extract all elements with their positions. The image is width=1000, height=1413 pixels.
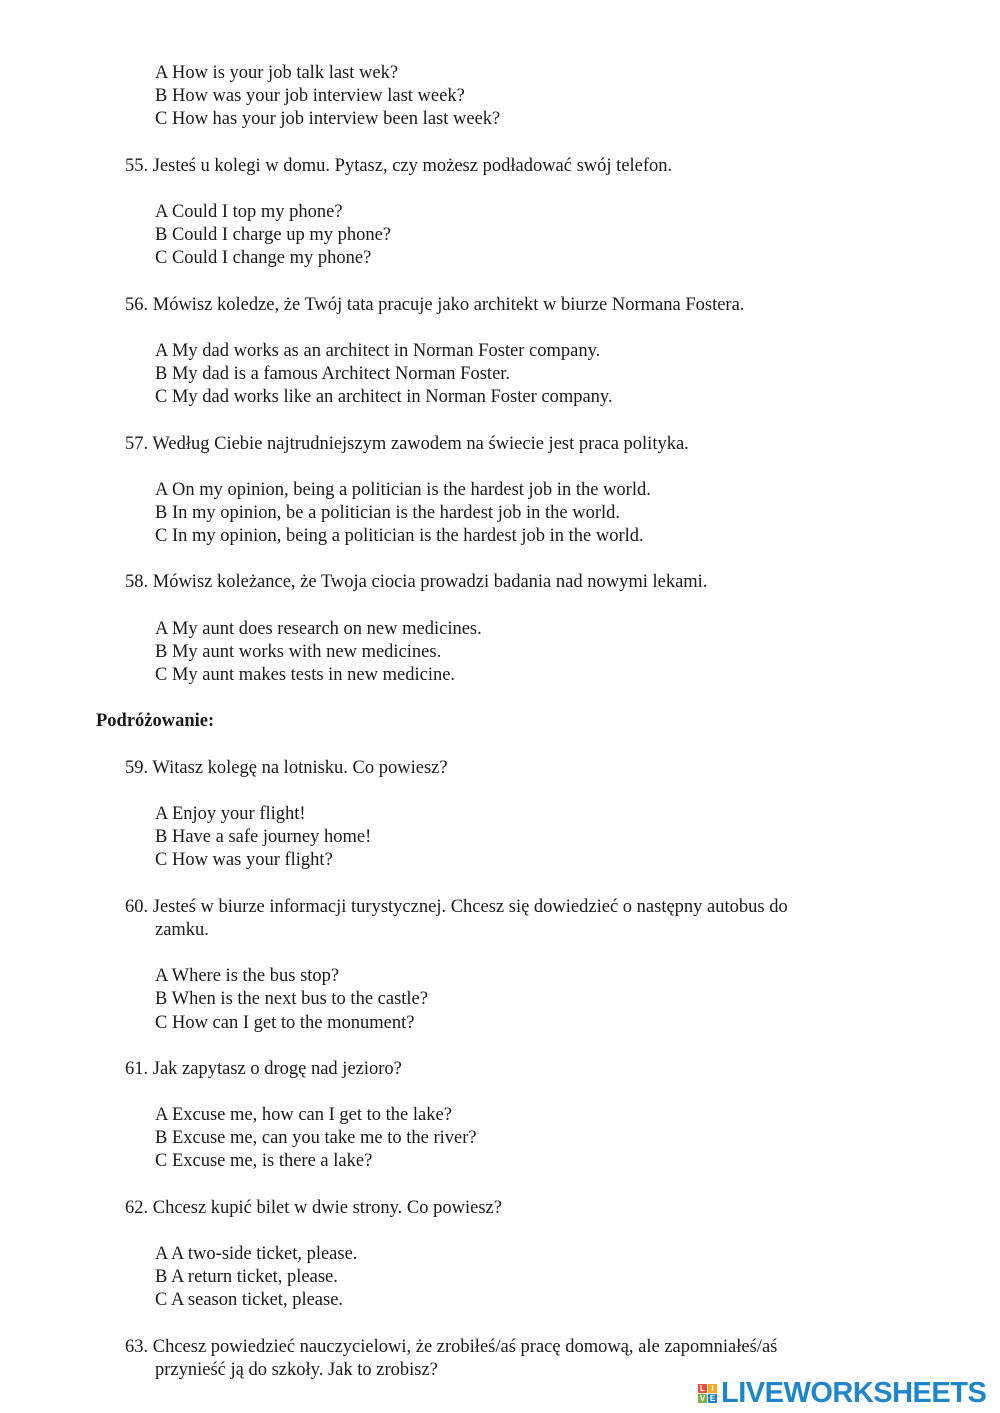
q57-option-c[interactable]: C In my opinion, being a politician is the hardest job in the world. xyxy=(155,526,644,546)
q60-prompt-continued: zamku. xyxy=(155,920,209,940)
q59-option-c[interactable]: C How was your flight? xyxy=(155,850,333,870)
q59-option-b[interactable]: B Have a safe journey home! xyxy=(155,827,372,847)
q55-option-c[interactable]: C Could I change my phone? xyxy=(155,248,372,268)
liveworksheets-logo xyxy=(698,1376,986,1410)
logo-mark-i: I xyxy=(708,1384,717,1393)
q56-prompt: 56. Mówisz koledze, że Twój tata pracuje jako architekt w biurze Normana Fostera. xyxy=(125,295,745,315)
q57-option-b[interactable]: B In my opinion, be a politician is the hardest job in the world. xyxy=(155,503,620,523)
liveworksheets-logo-text: LIVEWORKSHEETS xyxy=(721,1376,987,1409)
q61-option-a[interactable]: A Excuse me, how can I get to the lake? xyxy=(155,1105,452,1125)
logo-mark-v: V xyxy=(699,1393,706,1403)
q62-option-b[interactable]: B A return ticket, please. xyxy=(155,1267,338,1287)
q61-option-b[interactable]: B Excuse me, can you take me to the river? xyxy=(155,1128,477,1148)
q60-option-b[interactable]: B When is the next bus to the castle? xyxy=(155,989,428,1009)
q63-prompt-continued: przynieść ją do szkoły. Jak to zrobisz? xyxy=(155,1360,438,1380)
q57-prompt: 57. Według Ciebie najtrudniejszym zawodem na świecie jest praca polityka. xyxy=(125,434,689,454)
q54-option-b[interactable]: B How was your job interview last week? xyxy=(155,86,465,106)
q54-option-a[interactable]: A How is your job talk last wek? xyxy=(155,63,399,83)
q58-option-a[interactable]: A My aunt does research on new medicines. xyxy=(155,619,482,639)
q62-option-a[interactable]: A A two-side ticket, please. xyxy=(155,1244,358,1264)
logo-mark-l: L xyxy=(698,1384,707,1393)
q56-option-a[interactable]: A My dad works as an architect in Norman Foster company. xyxy=(155,341,601,361)
q56-option-b[interactable]: B My dad is a famous Architect Norman Foster. xyxy=(155,364,511,384)
q61-option-c[interactable]: C Excuse me, is there a lake? xyxy=(155,1151,373,1171)
liveworksheets-logo-mark xyxy=(698,1384,717,1403)
q60-prompt: 60. Jesteś w biurze informacji turystycznej. Chcesz się dowiedzieć o następny autobus do xyxy=(125,897,788,917)
q58-prompt: 58. Mówisz koleżance, że Twoja ciocia prowadzi badania nad nowymi lekami. xyxy=(125,572,708,592)
q58-option-b[interactable]: B My aunt works with new medicines. xyxy=(155,642,442,662)
q55-prompt: 55. Jesteś u kolegi w domu. Pytasz, czy możesz podładować swój telefon. xyxy=(125,156,673,176)
section-heading: Podróżowanie: xyxy=(96,711,215,731)
logo-mark-e: E xyxy=(709,1393,716,1403)
q62-prompt: 62. Chcesz kupić bilet w dwie strony. Co powiesz? xyxy=(125,1198,502,1218)
q59-prompt: 59. Witasz kolegę na lotnisku. Co powiesz? xyxy=(125,758,448,778)
q63-prompt: 63. Chcesz powiedzieć nauczycielowi, że zrobiłeś/aś pracę domową, ale zapomniałeś/aś xyxy=(125,1337,778,1357)
q62-option-c[interactable]: C A season ticket, please. xyxy=(155,1290,344,1310)
q57-option-a[interactable]: A On my opinion, being a politician is the hardest job in the world. xyxy=(155,480,651,500)
q55-option-b[interactable]: B Could I charge up my phone? xyxy=(155,225,392,245)
q55-option-a[interactable]: A Could I top my phone? xyxy=(155,202,343,222)
q56-option-c[interactable]: C My dad works like an architect in Norman Foster company. xyxy=(155,387,613,407)
q58-option-c[interactable]: C My aunt makes tests in new medicine. xyxy=(155,665,456,685)
q60-option-a[interactable]: A Where is the bus stop? xyxy=(155,966,340,986)
q54-option-c[interactable]: C How has your job interview been last week? xyxy=(155,109,501,129)
q59-option-a[interactable]: A Enjoy your flight! xyxy=(155,804,306,824)
q61-prompt: 61. Jak zapytasz o drogę nad jezioro? xyxy=(125,1059,402,1079)
q60-option-c[interactable]: C How can I get to the monument? xyxy=(155,1013,415,1033)
